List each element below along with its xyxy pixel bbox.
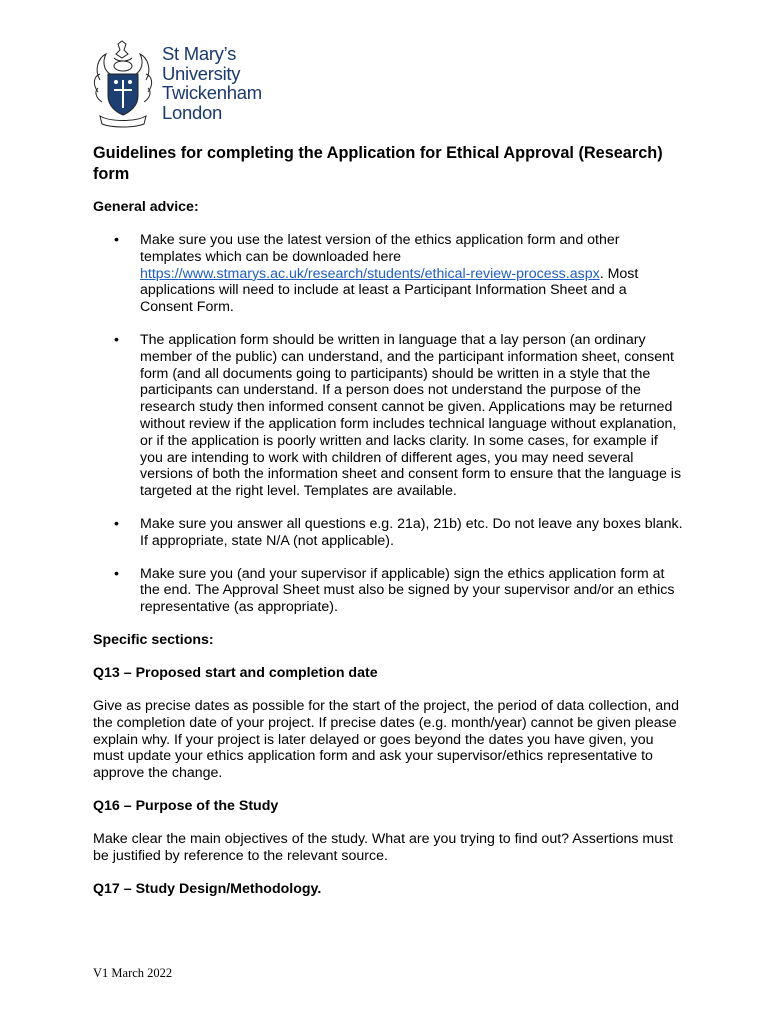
version-footer: V1 March 2022 — [93, 966, 173, 980]
general-advice-list — [93, 232, 683, 616]
document-title: Guidelines for completing the Application for Ethical Approval (Research) form — [93, 144, 663, 183]
q16-heading: Q16 – Purpose of the Study — [93, 797, 279, 814]
list-item-text: . Most applications will need to include at least a Participant Information Sheet and a Consent Form. — [140, 265, 639, 316]
list-item-text: Make sure you (and your supervisor if applicable) sign the ethics application form at the end. The Approval Sheet must also be signed by your supervisor and/or an ethics representative (as appropriate). — [140, 565, 675, 616]
list-item-text: The application form should be written in language that a lay person (an ordinary member of the public) can understand, and the participant information sheet, consent form (and all documents going to participants) should be written in a style that the participants can understand. If a person does not understand the purpose of the research study then informed consent cannot be given. Applications may be returned without review if the application form includes technical language without explanation, or if the application is poorly written and lacks clarity. In some cases, for example if you are intending to work with children of different ages, you may need several versions of both the information sheet and consent form to ensure that the language is targeted at the right level. Templates are available. — [140, 331, 682, 500]
bullet-icon: • — [114, 565, 119, 582]
list-item-text: Make sure you use the latest version of the ethics application form and other templates which can be downloaded here — [140, 232, 620, 265]
specific-sections-heading: Specific sections: — [93, 631, 214, 648]
list-item — [93, 232, 683, 316]
wordmark-line-4: London — [162, 101, 222, 123]
list-item-text: Make sure you answer all questions e.g. 21a), 21b) etc. Do not leave any boxes blank. If appropriate, state N/A (not applicable). — [140, 515, 683, 549]
document-body — [93, 143, 683, 914]
wordmark-line-1: St Mary’s — [162, 43, 237, 64]
bullet-icon: • — [114, 331, 119, 348]
bullet-icon: • — [114, 515, 119, 532]
list-item — [93, 566, 683, 616]
list-item — [93, 332, 683, 500]
crest-icon — [92, 40, 154, 128]
university-wordmark — [162, 44, 262, 122]
wordmark-line-3: Twickenham — [162, 82, 262, 103]
ethics-process-link[interactable]: https://www.stmarys.ac.uk/research/students/ethical-review-process.aspx — [140, 265, 600, 282]
q13-heading: Q13 – Proposed start and completion date — [93, 664, 378, 681]
q17-heading: Q17 – Study Design/Methodology. — [93, 880, 322, 897]
q13-text: Give as precise dates as possible for the start of the project, the period of data collection, and the completion date of your project. If precise dates (e.g. month/year) cannot be given please explain why. If your project is later delayed or goes beyond the dates you have given, you must update your ethics application form and ask your supervisor/ethics representative to approve the change. — [93, 697, 679, 782]
university-logo — [92, 40, 292, 128]
bullet-icon: • — [114, 232, 119, 248]
general-advice-heading: General advice: — [93, 199, 199, 215]
list-item — [93, 516, 683, 550]
wordmark-line-2: University — [162, 62, 241, 84]
q16-text: Make clear the main objectives of the study. What are you trying to find out? Assertions must be justified by reference to the relevant source. — [93, 830, 674, 864]
